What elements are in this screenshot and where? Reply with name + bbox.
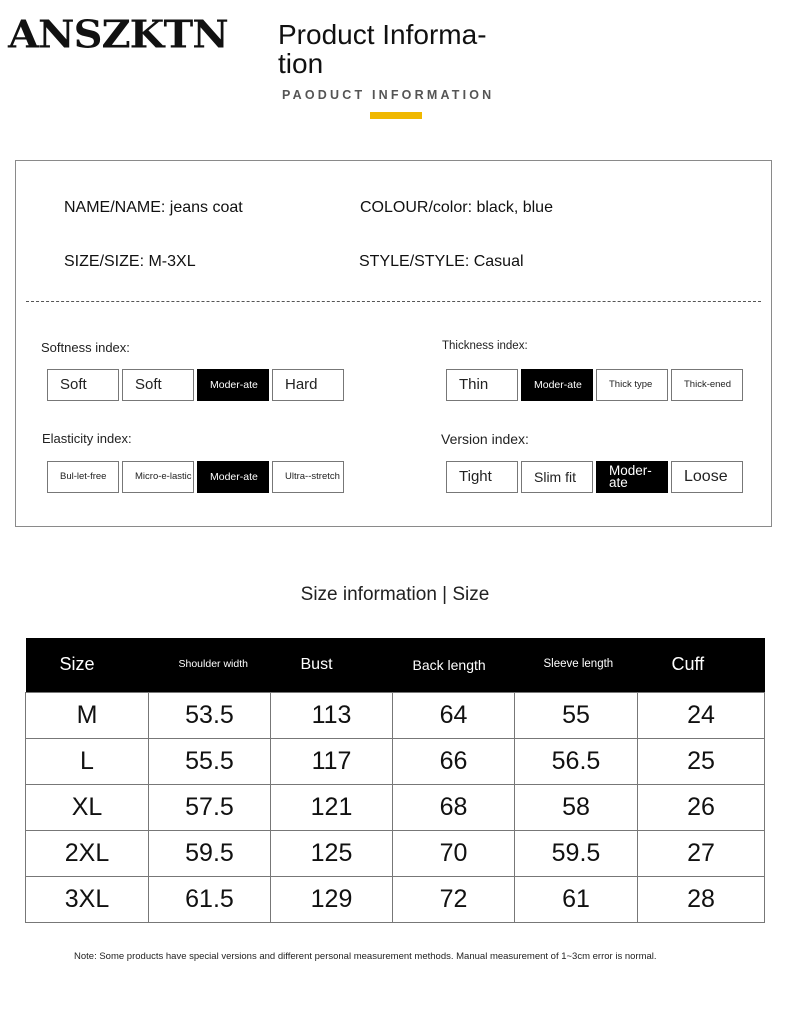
thickness-option: Thick type — [596, 369, 668, 401]
version-option-selected: Moder-ate — [596, 461, 668, 493]
version-index-options — [446, 461, 743, 493]
page-title: Product Informa-tion — [278, 19, 487, 79]
version-option: Loose — [671, 461, 743, 493]
table-row — [26, 876, 765, 922]
back-length-cell: 70 — [393, 830, 515, 876]
softness-option: Soft — [122, 369, 194, 401]
bust-cell: 125 — [271, 830, 393, 876]
size-info-heading: Size information | Size — [300, 584, 490, 605]
elasticity-option: Ultra--stretch — [272, 461, 344, 493]
shoulder-width-cell: 61.5 — [149, 876, 271, 922]
sleeve-length-cell: 55 — [515, 692, 638, 738]
table-row — [26, 738, 765, 784]
brand-logo: ANSZKTN — [8, 12, 228, 57]
table-row — [26, 784, 765, 830]
softness-option: Hard — [272, 369, 344, 401]
softness-option: Soft — [47, 369, 119, 401]
page-subtitle: PAODUCT INFORMATION — [282, 88, 495, 102]
column-header: Cuff — [638, 638, 765, 692]
accent-bar — [370, 112, 422, 119]
product-style: STYLE/STYLE: Casual — [359, 253, 524, 270]
version-index-label: Version index: — [441, 431, 529, 447]
cuff-cell: 24 — [638, 692, 765, 738]
cuff-cell: 26 — [638, 784, 765, 830]
shoulder-width-cell: 59.5 — [149, 830, 271, 876]
softness-index-label: Softness index: — [41, 340, 130, 355]
bust-cell: 117 — [271, 738, 393, 784]
elasticity-option: Bul-let-free — [47, 461, 119, 493]
product-size: SIZE/SIZE: M-3XL — [64, 253, 196, 270]
sleeve-length-cell: 61 — [515, 876, 638, 922]
size-cell: L — [26, 738, 149, 784]
back-length-cell: 68 — [393, 784, 515, 830]
softness-index-options — [47, 369, 344, 401]
product-colour: COLOUR/color: black, blue — [360, 199, 553, 216]
column-header: Sleeve length — [515, 638, 638, 692]
column-header: Shoulder width — [149, 638, 271, 692]
table-row — [26, 830, 765, 876]
shoulder-width-cell: 55.5 — [149, 738, 271, 784]
size-cell: XL — [26, 784, 149, 830]
back-length-cell: 72 — [393, 876, 515, 922]
column-header: Bust — [271, 638, 393, 692]
elasticity-option-selected: Moder-ate — [197, 461, 269, 493]
back-length-cell: 66 — [393, 738, 515, 784]
softness-option-selected: Moder-ate — [197, 369, 269, 401]
table-row — [26, 692, 765, 738]
thickness-index-label: Thickness index: — [442, 340, 528, 352]
size-table — [25, 638, 765, 923]
elasticity-index-options — [47, 461, 344, 493]
thickness-option: Thin — [446, 369, 518, 401]
cuff-cell: 25 — [638, 738, 765, 784]
product-info-panel — [15, 160, 772, 527]
size-table-header — [26, 638, 765, 692]
size-cell: 2XL — [26, 830, 149, 876]
shoulder-width-cell: 57.5 — [149, 784, 271, 830]
dashed-divider — [26, 301, 761, 302]
thickness-option: Thick-ened — [671, 369, 743, 401]
size-cell: M — [26, 692, 149, 738]
sleeve-length-cell: 56.5 — [515, 738, 638, 784]
sleeve-length-cell: 59.5 — [515, 830, 638, 876]
sleeve-length-cell: 58 — [515, 784, 638, 830]
thickness-index-options — [446, 369, 743, 401]
version-option: Tight — [446, 461, 518, 493]
elasticity-option: Micro-e-lastic — [122, 461, 194, 493]
version-option: Slim fit — [521, 461, 593, 493]
bust-cell: 121 — [271, 784, 393, 830]
column-header: Size — [26, 638, 149, 692]
cuff-cell: 28 — [638, 876, 765, 922]
bust-cell: 129 — [271, 876, 393, 922]
cuff-cell: 27 — [638, 830, 765, 876]
elasticity-index-label: Elasticity index: — [42, 431, 132, 446]
product-name: NAME/NAME: jeans coat — [64, 199, 243, 216]
measurement-note: Note: Some products have special versions and different personal measurement methods. Manual measurement of 1~3cm error is normal. — [74, 951, 657, 962]
column-header: Back length — [393, 638, 515, 692]
back-length-cell: 64 — [393, 692, 515, 738]
shoulder-width-cell: 53.5 — [149, 692, 271, 738]
size-cell: 3XL — [26, 876, 149, 922]
thickness-option-selected: Moder-ate — [521, 369, 593, 401]
bust-cell: 113 — [271, 692, 393, 738]
